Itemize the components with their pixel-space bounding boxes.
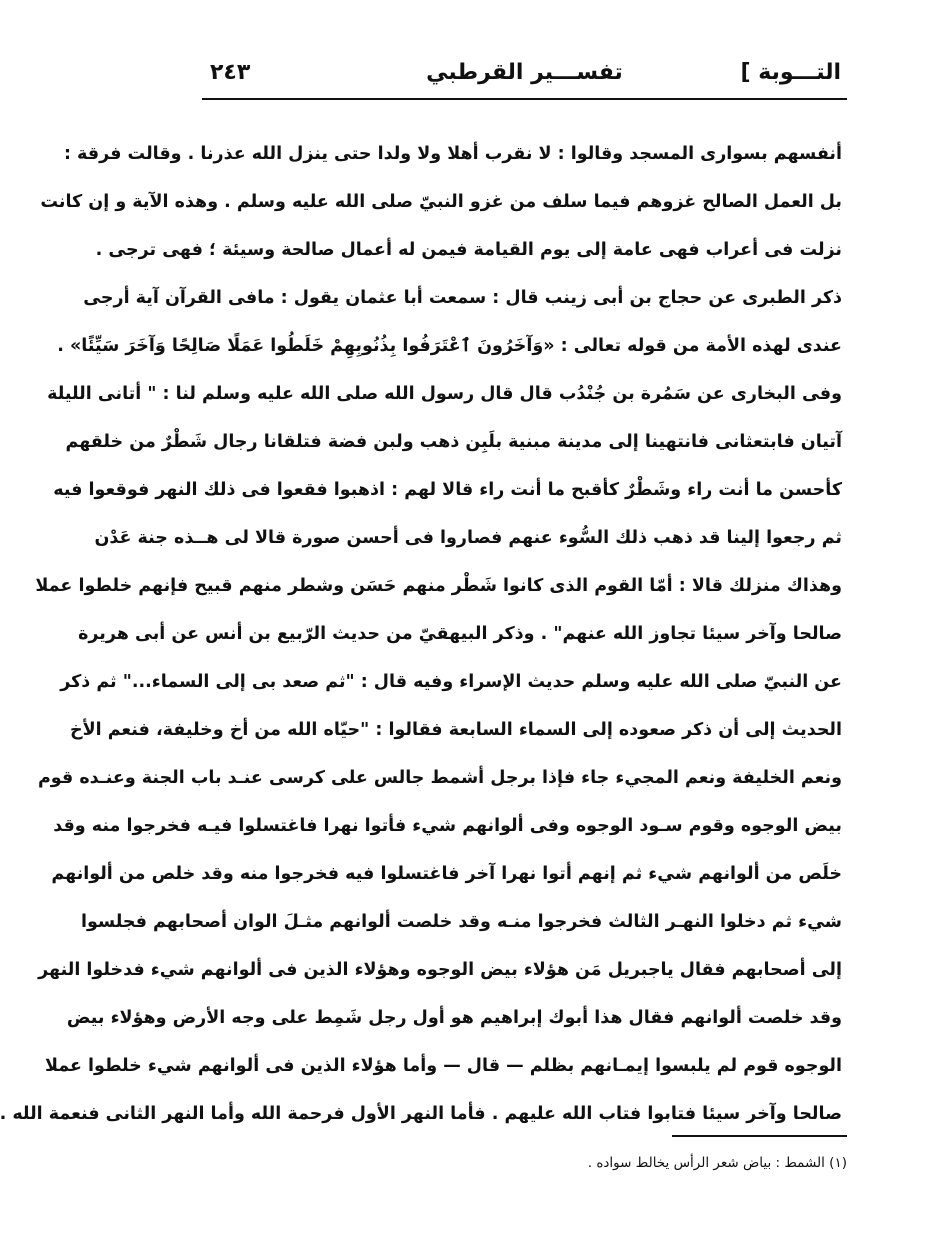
text-line: خلَص من ألوانهم شيء ثم إنهم أتوا نهرا آخر فاغتسلوا فيه فخرجوا منه وقد خلص من ألوانهم: [51, 864, 842, 884]
text-line: إلى أصحابهم فقال ياجبريل مَن هؤلاء بيض الوجوه وهؤلاء الذين فى ألوانهم شيء فدخلوا النهر: [38, 960, 842, 980]
text-line: وقد خلصت ألوانهم فقال هذا أبوك إبراهيم هو أول رجل شَمِط على وجه الأرض وهؤلاء بيض: [66, 1008, 842, 1028]
page-header: [202, 52, 847, 98]
text-line: صالحا وآخر سيئا فتابوا فتاب الله عليهم . فأما النهر الأول فرحمة الله وأما النهر الثانى فنعمة الله .: [0, 1104, 842, 1124]
footnote: (١) الشمط : بياض شعر الرأس يخالط سواده .: [587, 1155, 847, 1171]
text-line: كأحسن ما أنت راء وشَطْرٌ كأقبح ما أنت راء قالا لهم : اذهبوا فقعوا فى ذلك النهر فوقعوا فيه: [53, 480, 842, 500]
text-line: عن النبيّ صلى الله عليه وسلم حديث الإسراء وفيه قال : "ثم صعد بى إلى السماء..." ثم ذكر: [60, 672, 842, 692]
text-line: ذكر الطبرى عن حجاج بن أبى زينب قال : سمعت أبا عثمان يقول : مافى القرآن آية أرجى: [83, 288, 842, 308]
text-line: نزلت فى أعراب فهى عامة إلى يوم القيامة فيمن له أعمال صالحة وسيئة ؛ فهى ترجى .: [95, 240, 842, 260]
text-line: ثم رجعوا إلينا قد ذهب ذلك السُّوء عنهم فصاروا فى أحسن صورة قالا لى هــذه جنة عَدْن: [94, 528, 842, 548]
text-line: بيض الوجوه وقوم سـود الوجوه وفى ألوانهم شيء فأتوا نهرا فاغتسلوا فيـه فخرجوا منه وقد: [53, 816, 842, 836]
text-line: أنفسهم بسوارى المسجد وقالوا : لا نقرب أهلا ولا ولدا حتى ينزل الله عذرنا . وقالت فرقة :: [63, 144, 842, 164]
header-divider: [202, 98, 847, 100]
text-line: عندى لهذه الأمة من قوله تعالى : «وَآخَرُونَ ٱعْتَرَفُوا بِذُنُوبِهِمْ خَلَطُوا عَمَلًا صَالِحًا وَآخَرَ سَيِّئًا» .: [57, 336, 842, 356]
text-line: وفى البخارى عن سَمُرة بن جُنْدُب قال قال رسول الله صلى الله عليه وسلم لنا : " أتانى الليلة: [47, 384, 842, 404]
book-title: تفســـير القرطبي: [426, 60, 623, 85]
text-line: شيء ثم دخلوا النهـر الثالث فخرجوا منـه وقد خلصت ألوانهم مثـلَ الوان أصحابهم فجلسوا: [80, 912, 842, 932]
surah-title: التـــوبة ]: [740, 60, 841, 85]
main-text: [0, 130, 842, 1138]
text-line: وهذاك منزلك قالا : أمّا القوم الذى كانوا شَطْر منهم حَسَن وشطر منهم قبيح فإنهم خلطوا عملا: [35, 576, 842, 596]
text-line: ونعم الخليفة ونعم المجيء جاء فإذا برجل أشمط جالس على كرسى عنـد باب الجنة وعنـده قوم: [37, 768, 842, 788]
text-line: صالحا وآخر سيئا تجاوز الله عنهم" . وذكر البيهقيّ من حديث الرّبيع بن أنس عن أبى هريرة: [78, 624, 842, 644]
page-number: ٢٤٣: [210, 60, 251, 85]
text-line: آتيان فابتعثانى فانتهينا إلى مدينة مبنية بلَبِن ذهب ولبن فضة فتلقانا رجال شَطْرٌ من خلقهم: [65, 432, 842, 452]
text-line: الحديث إلى أن ذكر صعوده إلى السماء السابعة فقالوا : "حيّاه الله من أخ وخليفة، فنعم الأخ: [69, 720, 842, 740]
text-line: الوجوه قوم لم يلبسوا إيمـانهم بظلم — قال — وأما هؤلاء الذين فى ألوانهم شيء خلطوا عملا: [44, 1056, 842, 1076]
footnote-divider: [672, 1135, 847, 1137]
text-line: بل العمل الصالح غزوهم فيما سلف من غزو النبيّ صلى الله عليه وسلم . وهذه الآية و إن كانت: [40, 192, 842, 212]
